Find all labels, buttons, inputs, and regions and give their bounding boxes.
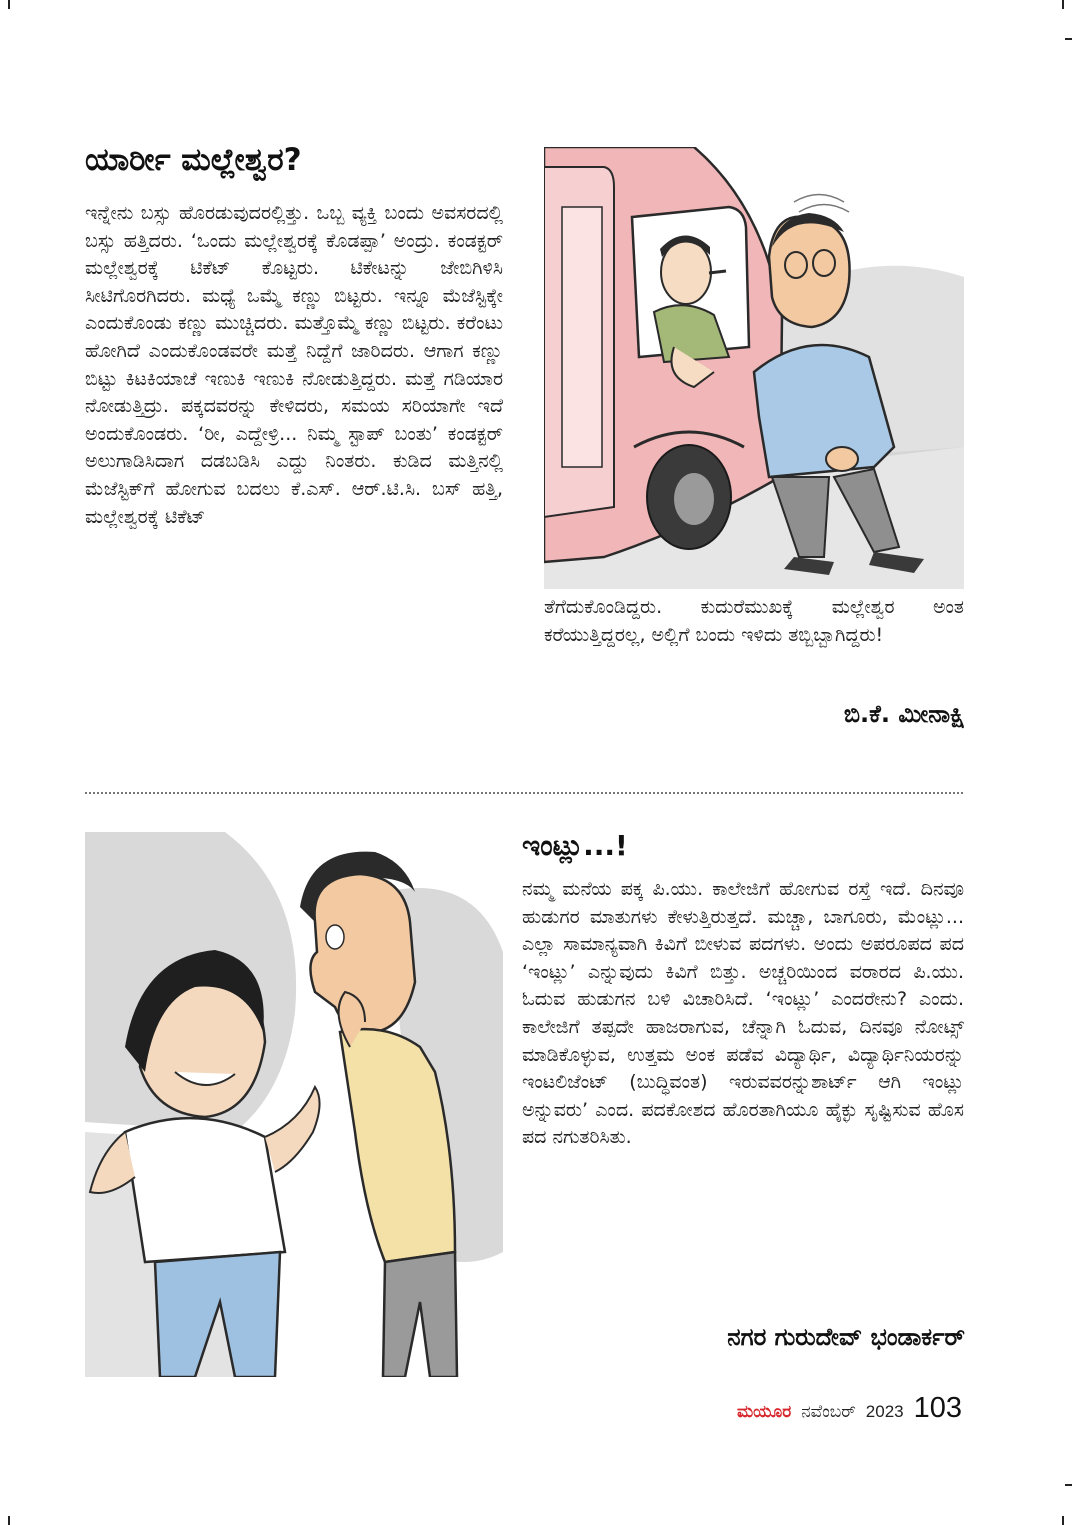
wheel-hub <box>674 473 714 525</box>
dizzy-swirl-2 <box>799 205 849 213</box>
magazine-logo: ಮಯೂರ <box>736 1402 792 1422</box>
page-footer <box>737 1392 962 1425</box>
issue-year: 2023 <box>865 1402 904 1421</box>
story2-title: ಇಂಟ್ಲು...! <box>522 829 628 862</box>
student1-arm-right <box>265 1087 320 1172</box>
story1-body-left: ಇನ್ನೇನು ಬಸ್ಸು ಹೊರಡುವುದರಲ್ಲಿತ್ತು. ಒಬ್ಬ ವ್ಯಕ್ತಿ ಬಂದು ಅವಸರದಲ್ಲಿ ಬಸ್ಸು ಹತ್ತಿದರು. ‘ಒಂದು ಮಲ್ಲೇಶ್ವರಕ್ಕೆ ಕೊಡಪ್ಪಾ’ ಅಂದ್ರು. ಕಂಡಕ್ಟರ್ ಮಲ್ಲೇಶ್ವರಕ್ಕೆ ಟಿಕೆಟ್ ಕೊಟ್ಟರು. ಟಿಕೇಟನ್ನು ಜೇಬಿಗಿಳಿಸಿ ಸೀಟಿಗೊರಗಿದರು. ಮಧ್ಯೆ ಒಮ್ಮೆ ಕಣ್ಣು ಬಿಟ್ಟರು. ಇನ್ನೂ ಮೆಜೆಸ್ಟಿಕ್ಕೇ ಎಂದುಕೊಂಡು ಕಣ್ಣು ಮುಚ್ಚಿದರು. ಮತ್ತೊಮ್ಮೆ ಕಣ್ಣು ಬಿಟ್ಟರು. ಕರೆಂಟು ಹೋಗಿದೆ ಎಂದುಕೊಂಡವರೇ ಮತ್ತೆ ನಿದ್ದೆಗೆ ಜಾರಿದರು. ಆಗಾಗ ಕಣ್ಣು ಬಿಟ್ಟು ಕಿಟಕಿಯಾಚೆ ಇಣುಕಿ ಇಣುಕಿ ನೋಡುತ್ತಿದ್ದರು. ಮತ್ತೆ ಗಡಿಯಾರ ನೋಡುತ್ತಿದ್ರು. ಪಕ್ಕದವರನ್ನು ಕೇಳಿದರು, ಸಮಯ ಸರಿಯಾಗೇ ಇದೆ ಅಂದುಕೊಂಡರು. ‘ರೀ, ಎದ್ದೇಳ್ರಿ... ನಿಮ್ಮ ಸ್ಟಾಪ್ ಬಂತು’ ಕಂಡಕ್ಟರ್ ಅಲುಗಾಡಿಸಿದಾಗ ದಡಬಡಿಸಿ ಎದ್ದು ನಿಂತರು. ಕುಡಿದ ಮತ್ತಿನಲ್ಲಿ ಮೆಜೆಸ್ಟಿಕ್‌ಗೆ ಹೋಗುವ ಬದಲು ಕೆ.ಎಸ್. ಆರ್.ಟಿ.ಸಿ. ಬಸ್ ಹತ್ತಿ, ಮಲ್ಲೇಶ್ವರಕ್ಕೆ ಟಿಕೆಟ್ <box>85 202 503 528</box>
crop-mark-top-right <box>1062 0 1064 9</box>
crop-mark-bottom-right <box>1062 1516 1064 1525</box>
story1-author: ಬಿ.ಕೆ. ಮೀನಾಕ್ಷಿ <box>843 700 965 728</box>
student2-eye <box>326 925 344 949</box>
crop-mark-right-lower <box>1065 1484 1072 1486</box>
student2-trousers <box>383 1252 457 1377</box>
bus-cartoon-illustration <box>544 147 964 589</box>
students-cartoon-illustration <box>85 832 503 1377</box>
door-glass <box>562 207 602 467</box>
conductor-pencil <box>709 271 726 273</box>
story2-author: ನಗರ ಗುರುದೇವ್ ಭಂಡಾರ್ಕರ್ <box>727 1323 965 1351</box>
section-divider <box>85 792 963 794</box>
crop-mark-right-upper <box>1065 38 1072 40</box>
crop-mark-top-left <box>8 0 10 9</box>
page-number: 103 <box>913 1392 962 1424</box>
students-cartoon-svg <box>85 832 503 1377</box>
story1-body-right: ತೆಗೆದುಕೊಂಡಿದ್ದರು. ಕುದುರೆಮುಖಕ್ಕೆ ಮಲ್ಲೇಶ್ವರ ಅಂತ ಕರೆಯುತ್ತಿದ್ದರಲ್ಲ, ಅಲ್ಲಿಗೆ ಬಂದು ಇಳಿದು ತಬ್ಬಿಬ್ಬಾಗಿದ್ದರು! <box>544 596 964 646</box>
passenger-hand <box>826 447 858 471</box>
story2-body: ನಮ್ಮ ಮನೆಯ ಪಕ್ಕ ಪಿ.ಯು. ಕಾಲೇಜಿಗೆ ಹೋಗುವ ರಸ್ತೆ ಇದೆ. ದಿನವೂ ಹುಡುಗರ ಮಾತುಗಳು ಕೇಳುತ್ತಿರುತ್ತದೆ. ಮಚ್ಚಾ, ಬಾಗೂರು, ಮೆಂಟ್ಲು... ಎಲ್ಲಾ ಸಾಮಾನ್ಯವಾಗಿ ಕಿವಿಗೆ ಬೀಳುವ ಪದಗಳು. ಅಂದು ಅಪರೂಪದ ಪದ ‘ಇಂಟ್ಲು’ ಎನ್ನುವುದು ಕಿವಿಗೆ ಬಿತ್ತು. ಅಚ್ಚರಿಯಿಂದ ವರಾರದ ಪಿ.ಯು. ಓದುವ ಹುಡುಗನ ಬಳಿ ವಿಚಾರಿಸಿದೆ. ‘ಇಂಟ್ಲು’ ಎಂದರೇನು? ಎಂದು. ಕಾಲೇಜಿಗೆ ತಪ್ಪದೇ ಹಾಜರಾಗುವ, ಚೆನ್ನಾಗಿ ಓದುವ, ದಿನವೂ ನೋಟ್ಸ್ ಮಾಡಿಕೊಳ್ಳುವ, ಉತ್ತಮ ಅಂಕ ಪಡೆವ ವಿದ್ಯಾರ್ಥಿ, ವಿದ್ಯಾರ್ಥಿನಿಯರನ್ನು ಇಂಟಲಿಜೆಂಟ್ (ಬುದ್ಧಿವಂತ) ಇರುವವರನ್ನುಶಾರ್ಟ್ ಆಗಿ ಇಂಟ್ಲು ಅನ್ನುವರು’ ಎಂದ. ಪದಕೋಶದ ಹೊರತಾಗಿಯೂ ಹೈಕ್ಳು ಸೃಷ್ಟಿಸುವ ಹೊಸ ಪದ ನಗುತರಿಸಿತು. <box>522 878 964 1149</box>
story1-title: ಯಾರ್ರೀ ಮಲ್ಲೇಶ್ವರ? <box>85 142 302 178</box>
dizzy-swirl <box>794 195 844 203</box>
crop-mark-bottom-left <box>8 1516 10 1525</box>
student1-shirt <box>125 1118 285 1262</box>
bus-cartoon-svg <box>544 147 964 589</box>
issue-month: ನವೆಂಬರ್ <box>801 1402 856 1422</box>
